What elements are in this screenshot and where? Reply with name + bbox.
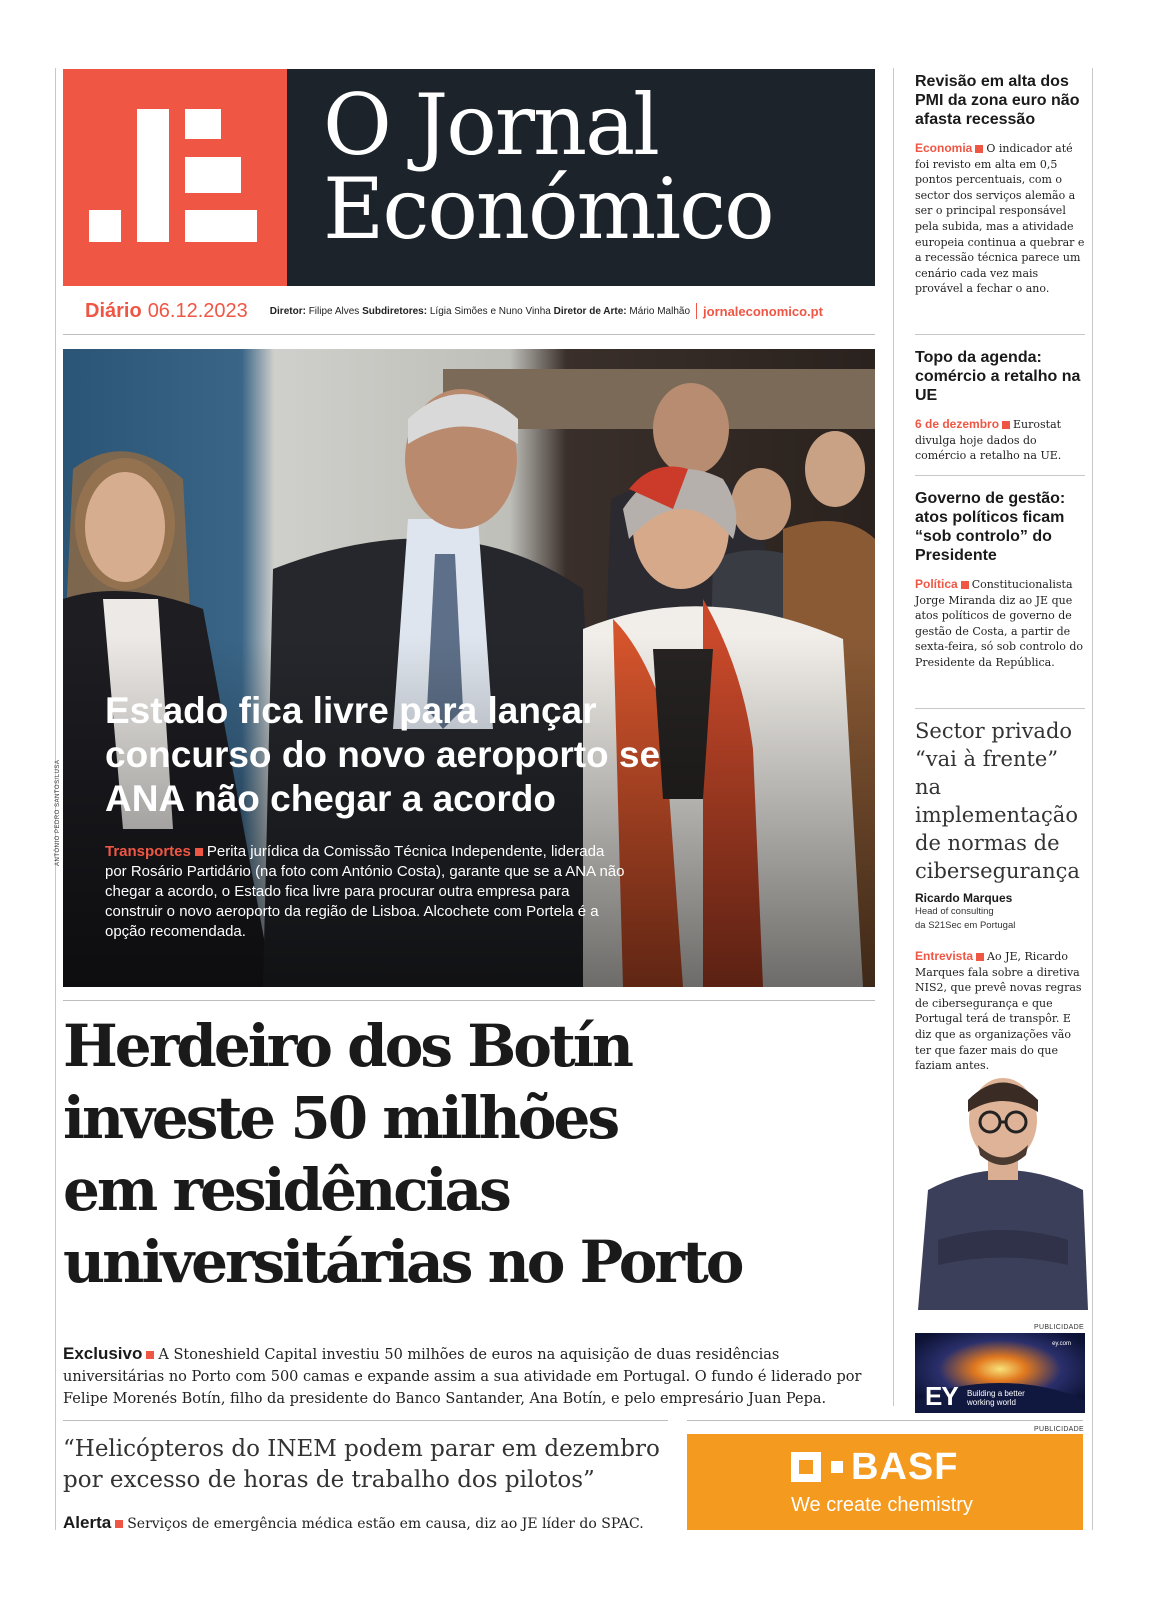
main-text: A Stoneshield Capital investiu 50 milhões de euros na aquisição de duas residências universitárias no Porto com 500 camas e expande assim a sua atividade em Portugal. O fundo é liderado por Felipe Morenés Botín, filho da presidente do Banco Santander, Ana Botín, e pelo empresário Juan Pepa. — [63, 1347, 862, 1407]
title-line-1: O Jornal — [323, 76, 659, 174]
basf-square-icon — [791, 1452, 821, 1482]
cover-headline[interactable]: Estado fica livre para lançar concurso do novo aeroporto se ANA não chegar a acordo — [105, 690, 661, 819]
bottom-rule-right — [687, 1420, 1083, 1421]
bottom-rule-left — [63, 1420, 668, 1421]
logo-block-bar — [137, 109, 169, 242]
alert-line — [63, 1513, 683, 1533]
sidebar-body — [915, 577, 1085, 671]
author-portrait-illustration — [918, 1050, 1088, 1310]
basf-tagline: We create chemistry — [791, 1494, 973, 1516]
director-label: Diretor: — [269, 305, 306, 317]
logo-block-dot — [89, 210, 121, 242]
sidebar-body — [915, 417, 1085, 464]
main-kicker: Exclusivo — [63, 1344, 143, 1363]
sidebar-body — [915, 141, 1085, 297]
kicker-square-icon — [976, 953, 984, 961]
kicker-square-icon — [195, 848, 203, 856]
logo-block-top — [185, 109, 221, 139]
edition-label: Diário — [85, 299, 142, 322]
cover-kicker: Transportes — [105, 843, 191, 860]
sidebar-rule — [915, 334, 1085, 335]
sidebar-kicker: Política — [915, 577, 958, 591]
basf-logo — [791, 1448, 958, 1486]
basf-advertisement[interactable] — [687, 1434, 1083, 1530]
sidebar-rule — [915, 475, 1085, 476]
opinion-text: Ao JE, Ricardo Marques fala sobre a diretiva NIS2, que prevê novas regras de cibersegurança e que Portugal terá de transpôr. E diz que as organizações vão ter que fazer mais do que faziam antes. — [915, 950, 1082, 1073]
sidebar-title: Topo da agenda: comércio a retalho na UE — [915, 349, 1081, 404]
logo-block-middle — [185, 157, 241, 193]
art-director-name: Mário Malhão — [629, 305, 691, 317]
art-director-label: Diretor de Arte: — [553, 305, 627, 317]
sidebar-kicker: 6 de dezembro — [915, 417, 1000, 431]
quote-headline[interactable]: “Helicópteros do INEM podem parar em dezembro por excesso de horas de trabalho dos pilotos” — [63, 1436, 660, 1493]
masthead-rule — [63, 334, 875, 335]
column-divider — [893, 68, 894, 1406]
sidebar-text: Constitucionalista Jorge Miranda diz ao JE que atos políticos de governo de gestão de Costa, a partir de sexta-feira, só sob controlo do Presidente da República. — [915, 578, 1084, 669]
kicker-square-icon — [975, 145, 983, 153]
je-logo[interactable] — [63, 69, 287, 286]
sidebar-item-governo[interactable] — [915, 489, 1085, 671]
alert-kicker: Alerta — [63, 1513, 112, 1532]
subdirectors-label: Subdiretores: — [362, 305, 428, 317]
ey-url: ey.com — [1052, 1341, 1071, 1347]
logo-block-bottom — [185, 210, 257, 242]
sidebar-opinion[interactable] — [915, 717, 1085, 1074]
photo-credit: ANTÓNIO PEDRO SANTOS/LUSA — [55, 759, 61, 866]
dateline-separator — [696, 303, 697, 319]
main-headline-line-1: Herdeiro dos Botín — [63, 1012, 631, 1080]
basf-dot-icon — [831, 1461, 843, 1473]
main-headline-line-2: investe 50 milhões — [63, 1084, 618, 1152]
director-name: Filipe Alves — [308, 305, 360, 317]
page-border-right — [1092, 68, 1093, 1530]
ad-label-ey: PUBLICIDADE — [1034, 1324, 1084, 1331]
ey-tagline — [967, 1389, 1025, 1407]
opinion-role-line-1: Head of consulting — [915, 906, 994, 917]
ey-tagline-line-2: working world — [967, 1398, 1016, 1407]
opinion-kicker: Entrevista — [915, 949, 974, 963]
sidebar-title: Governo de gestão: atos políticos ficam “sob controlo” do Presidente — [915, 490, 1066, 564]
sidebar-kicker: Economia — [915, 141, 973, 155]
sidebar-text: Eurostat divulga hoje dados do comércio a retalho na UE. — [915, 418, 1062, 463]
sidebar-text: O indicador até foi revisto em alta em 0,5 pontos percentuais, com o sector dos serviços alemão a ser o principal responsável pela subida, mas a atividade europeia continua a quebrar e a recessão técnica parece um cenário cada vez mais provável a fechar o ano. — [915, 142, 1085, 296]
sidebar-title: Revisão em alta dos PMI da zona euro não afasta recessão — [915, 73, 1080, 128]
ey-tagline-line-1: Building a better — [967, 1389, 1025, 1398]
author-portrait — [918, 1050, 1108, 1310]
cover-summary — [105, 842, 625, 942]
issue-date: 06.12.2023 — [147, 299, 248, 322]
kicker-square-icon — [961, 581, 969, 589]
ad-label-basf: PUBLICIDADE — [1034, 1426, 1084, 1433]
main-headline-line-4: universitárias no Porto — [63, 1228, 742, 1296]
alert-text: Serviços de emergência médica estão em causa, diz ao JE líder do SPAC. — [127, 1516, 644, 1532]
main-headline[interactable] — [63, 1010, 875, 1298]
sidebar-item-pmi[interactable] — [915, 72, 1085, 297]
main-lead — [63, 1343, 875, 1410]
opinion-author: Ricardo Marques — [915, 891, 1013, 905]
dateline — [63, 298, 875, 324]
masthead — [63, 69, 875, 286]
photo-rule — [63, 1000, 875, 1001]
sidebar-item-agenda[interactable] — [915, 348, 1085, 464]
staff-credits — [270, 306, 690, 317]
ey-logo: EY — [925, 1381, 958, 1411]
newspaper-title[interactable] — [287, 69, 875, 286]
kicker-square-icon — [146, 1351, 154, 1359]
opinion-role-line-2: da S21Sec em Portugal — [915, 920, 1016, 931]
kicker-square-icon — [115, 1520, 123, 1528]
cover-text: Perita jurídica da Comissão Técnica Independente, liderada por Rosário Partidário (na foto com António Costa), garante que se a ANA não chegar a acordo, o Estado fica livre para procurar outra empresa para construir o novo aeroporto da região de Lisboa. Alcochete com Portela é a opção recomendada. — [105, 843, 625, 940]
cover-photo[interactable] — [63, 349, 875, 987]
title-line-2: Económico — [323, 160, 773, 258]
sidebar-rule — [915, 708, 1085, 709]
website-link[interactable]: jornaleconomico.pt — [703, 303, 823, 319]
basf-wordmark: BASF — [851, 1446, 959, 1488]
ey-advertisement[interactable] — [915, 1333, 1085, 1413]
kicker-square-icon — [1002, 421, 1010, 429]
subdirectors-names: Lígia Simões e Nuno Vinha — [429, 305, 551, 317]
main-headline-line-3: em residências — [63, 1156, 509, 1224]
opinion-title: Sector privado “vai à frente” na implementação de normas de cibersegurança — [915, 719, 1080, 883]
